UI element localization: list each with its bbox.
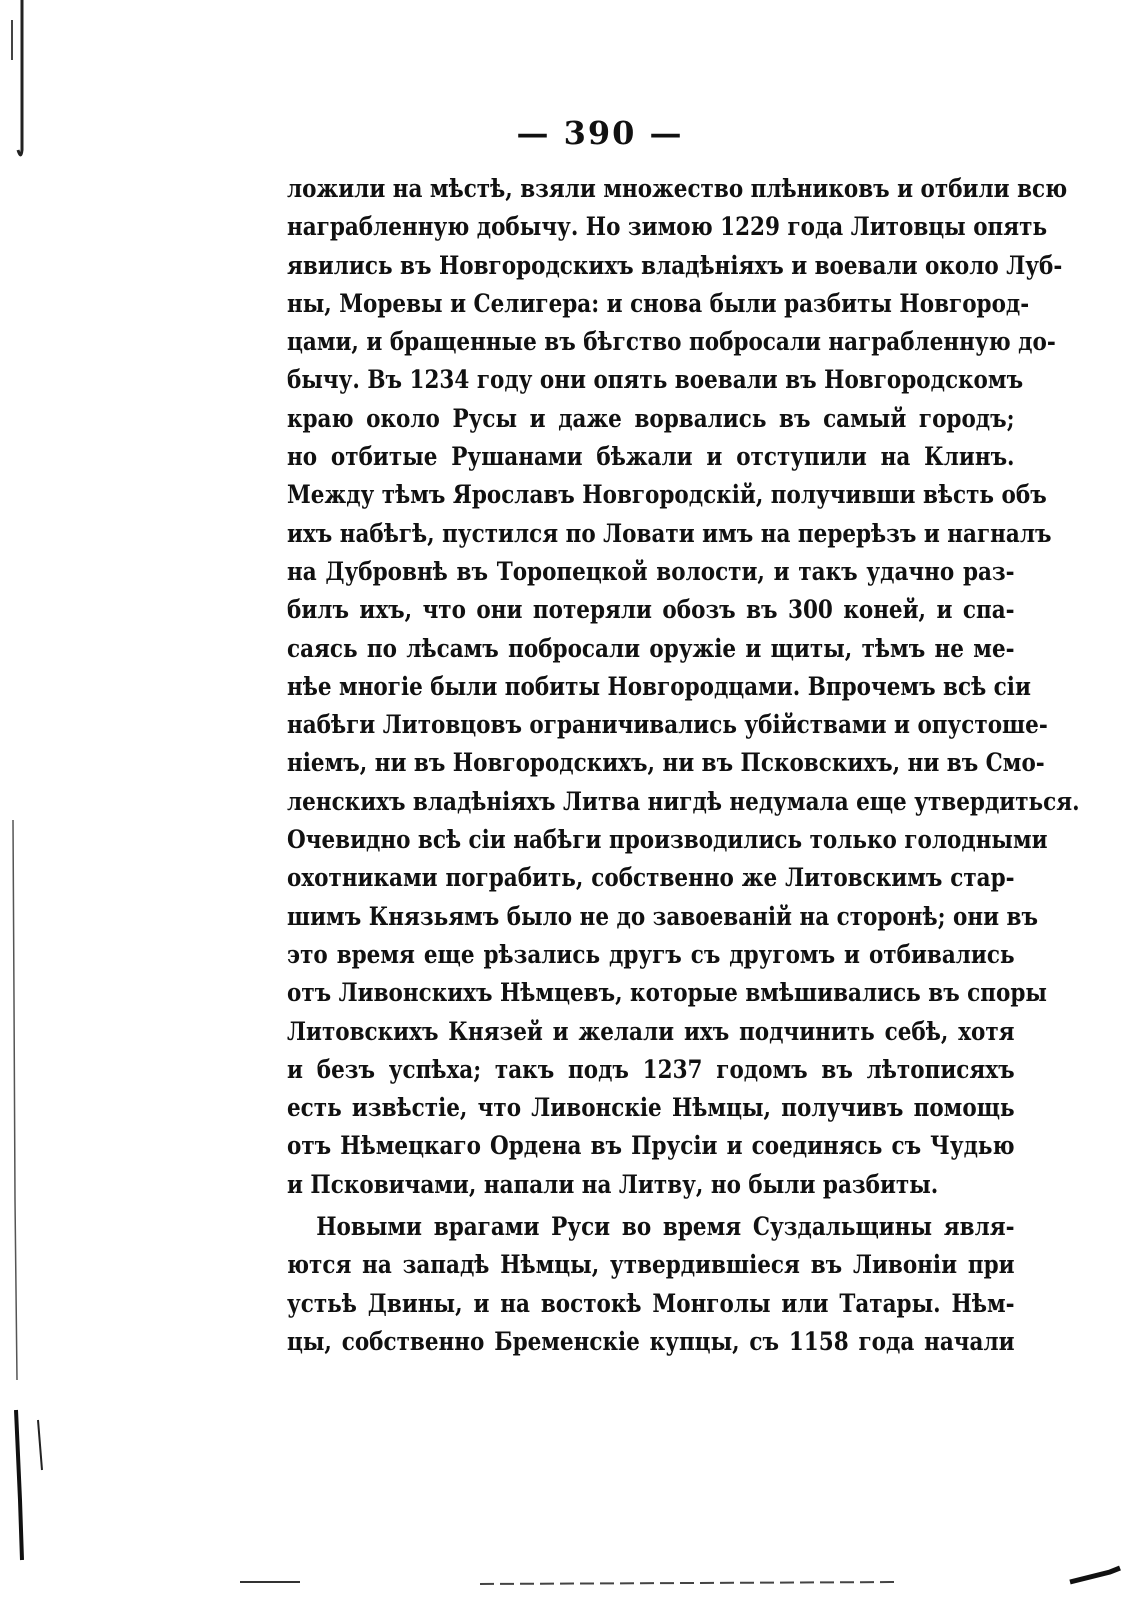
text-line: саясь по лѣсамъ побросали оружіе и щиты, тѣмъ не ме- [287,633,1015,663]
text-line: отъ Нѣмецкаго Ордена въ Прусіи и соединясь съ Чудью [287,1131,1015,1161]
text-line: набѣги Литовцовъ ограничивались убійствами и опустоше- [287,710,1048,740]
text-line: ленскихъ владѣніяхъ Литва нигдѣ недумала еще утвердиться. [287,786,1080,816]
text-line: цы, собственно Бременскіе купцы, съ 1158 года начали [287,1326,1015,1356]
text-line: Литовскихъ Князей и желали ихъ подчинить себѣ, хотя [287,1016,1015,1046]
text-line: ны, Моревы и Селигера: и снова были разбиты Новгород- [287,288,1030,318]
text-line: и безъ успѣха; такъ подъ 1237 годомъ въ лѣтописяхъ [287,1054,1015,1084]
text-line: и Псковичами, напали на Литву, но были разбиты. [287,1169,939,1199]
text-line: на Дубровнѣ въ Торопецкой волости, и такъ удачно раз- [287,556,1015,586]
scan-edge-left [8,0,58,1600]
scan-edge-bottom [0,1560,1140,1600]
body-text [287,170,1080,1361]
text-line: но отбитые Рушанами бѣжали и отступили на Клинъ. [287,442,1015,472]
text-line: есть извѣстіе, что Ливонскіе Нѣмцы, получивъ помощь [287,1093,1015,1123]
text-line: явились въ Новгородскихъ владѣніяхъ и воевали около Луб- [287,250,1063,280]
text-line: устьѣ Двины, и на востокѣ Монголы или Татары. Нѣм- [287,1288,1015,1318]
text-line: ются на западѣ Нѣмцы, утвердившіеся въ Ливоніи при [287,1250,1015,1280]
text-line: ихъ набѣгѣ, пустился по Ловати имъ на перерѣзъ и нагналъ [287,518,1052,548]
text-line: ніемъ, ни въ Новгородскихъ, ни въ Псковскихъ, ни въ Смо- [287,748,1045,778]
paragraph-1 [287,170,1080,1204]
page-number: — 390 — [516,114,684,152]
text-line: билъ ихъ, что они потеряли обозъ въ 300 коней, и спа- [287,595,1015,625]
text-line: цами, и бращенные въ бѣгство побросали награбленную до- [287,327,1056,357]
text-line: Очевидно всѣ сіи набѣги производились только голодными [287,825,1048,855]
paragraph-2 [287,1208,1015,1361]
text-line: это время еще рѣзались другъ съ другомъ и отбивались [287,939,1015,969]
text-line: шимъ Князьямъ было не до завоеваній на сторонѣ; они въ [287,901,1038,931]
text-line: нѣе многіе были побиты Новгородцами. Впрочемъ всѣ сіи [287,671,1031,701]
text-line: краю около Русы и даже ворвались въ самый городъ; [287,403,1015,433]
text-line: охотниками пограбить, собственно же Литовскимъ стар- [287,863,1015,893]
text-line: награбленную добычу. Но зимою 1229 года Литовцы опять [287,212,1048,242]
text-line: Между тѣмъ Ярославъ Новгородскій, получивши вѣсть объ [287,480,1047,510]
text-line: отъ Ливонскихъ Нѣмцевъ, которые вмѣшивались въ споры [287,978,1047,1008]
text-line: бычу. Въ 1234 году они опять воевали въ Новгородскомъ [287,365,1024,395]
text-line: ложили на мѣстѣ, взяли множество плѣниковъ и отбили всю [287,174,1068,203]
text-line: Новыми врагами Руси во время Суздальщины явля- [316,1212,1015,1242]
